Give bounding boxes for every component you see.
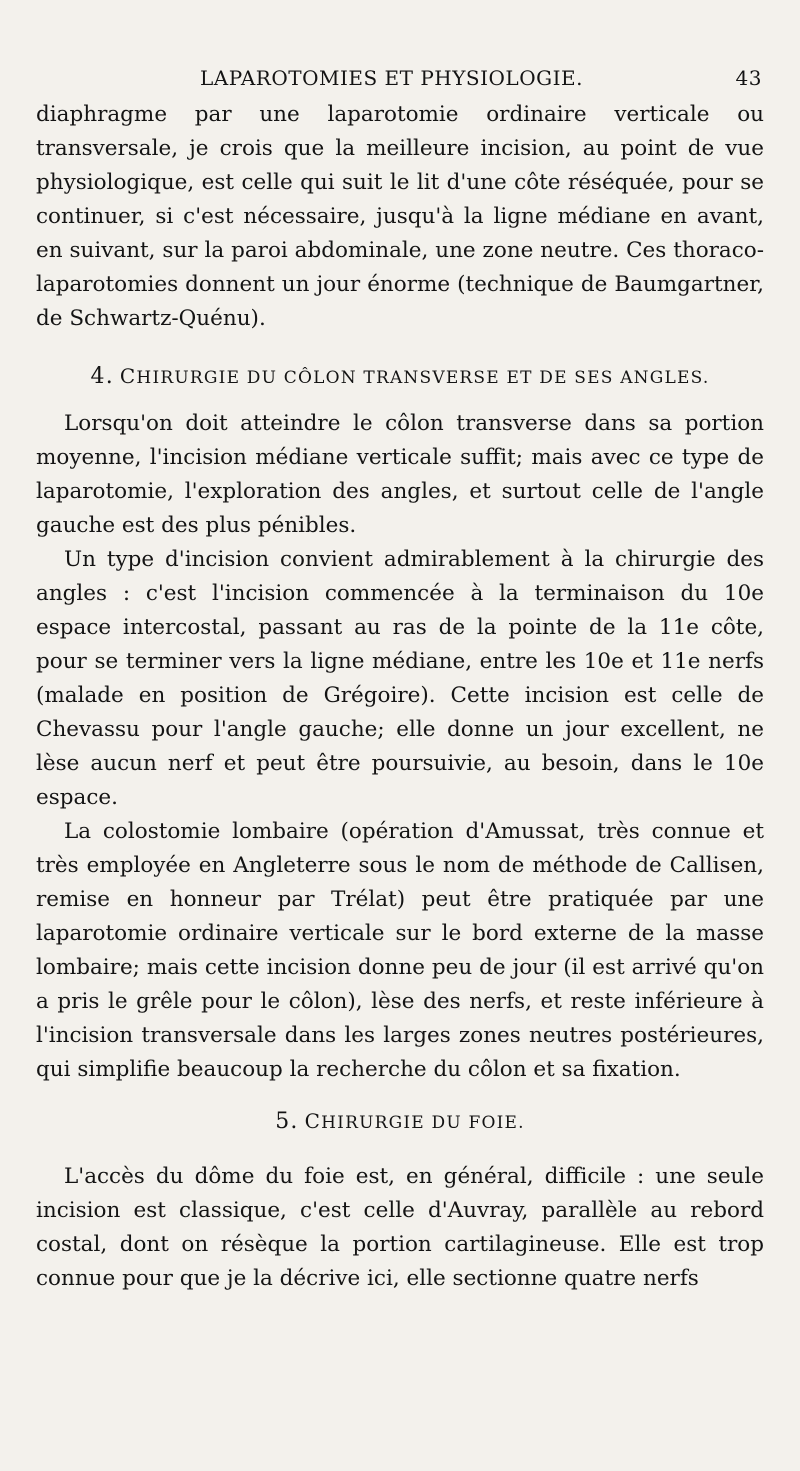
paragraph-colostomie: La colostomie lombaire (opération d'Amussat, très connue et très employée en Angleterre sous le nom de méthode de Callisen, remise en honneur par Trélat) peut être pratiquée par une laparotomie ordinaire verticale sur le bord externe de la masse lombaire; mais cette incision donne peu de jour (il est arrivé qu'on a pris le grêle pour le côlon), lèse des nerfs, et reste inférieure à l'incision transversale dans les larges zones neutres postérieures, qui simplifie beaucoup la recherche du côlon et sa fixation. — [36, 819, 764, 1082]
page-number: 43 — [735, 66, 762, 90]
section-number: 5. — [275, 1109, 299, 1134]
section-number: 4. — [90, 364, 114, 389]
paragraph-incision-angles: Un type d'incision convient admirablement à la chirurgie des angles : c'est l'incision commencée à la terminaison du 10e espace intercostal, passant au ras de la pointe de la 11e côte, pour se terminer vers la ligne médiane, entre les 10e et 11e nerfs (malade en position de Grégoire). Cette incision est celle de Chevassu pour l'angle gauche; elle donne un jour excellent, ne lèse aucun nerf et peut être poursuivie, au besoin, dans le 10e espace. — [36, 547, 764, 810]
section-title: HIRURGIE DU FOIE. — [321, 1113, 525, 1133]
section-heading-angles — [36, 364, 764, 389]
running-title: LAPAROTOMIES ET PHYSIOLOGIE. — [200, 66, 583, 90]
paragraph-diaphragme: diaphragme par une laparotomie ordinaire verticale ou transversale, je crois que la meilleure incision, au point de vue physiologique, est celle qui suit le lit d'une côte réséquée, pour se continuer, si c'est nécessaire, jusqu'à la ligne médiane en avant, en suivant, sur la paroi abdominale, une zone neutre. Ces thoraco-laparotomies donnent un jour énorme (technique de Baumgartner, de Schwartz-Quénu). — [36, 102, 764, 331]
section-title-initial: C — [119, 364, 137, 388]
section-title: HIRURGIE DU CÔLON TRANSVERSE ET DE SES ANGLES. — [136, 368, 710, 388]
paragraph-foie: L'accès du dôme du foie est, en général, difficile : une seule incision est classique, c'est celle d'Auvray, parallèle au rebord costal, dont on résèque la portion cartilagineuse. Elle est trop connue pour que je la décrive ici, elle sectionne quatre nerfs — [36, 1164, 764, 1291]
paragraph-colon-transverse: Lorsqu'on doit atteindre le côlon transverse dans sa portion moyenne, l'incision médiane verticale suffit; mais avec ce type de laparotomie, l'exploration des angles, et surtout celle de l'angle gauche est des plus pénibles. — [36, 411, 764, 538]
section-title-initial: C — [304, 1109, 322, 1133]
running-head — [36, 58, 764, 98]
section-heading-foie — [36, 1109, 764, 1134]
